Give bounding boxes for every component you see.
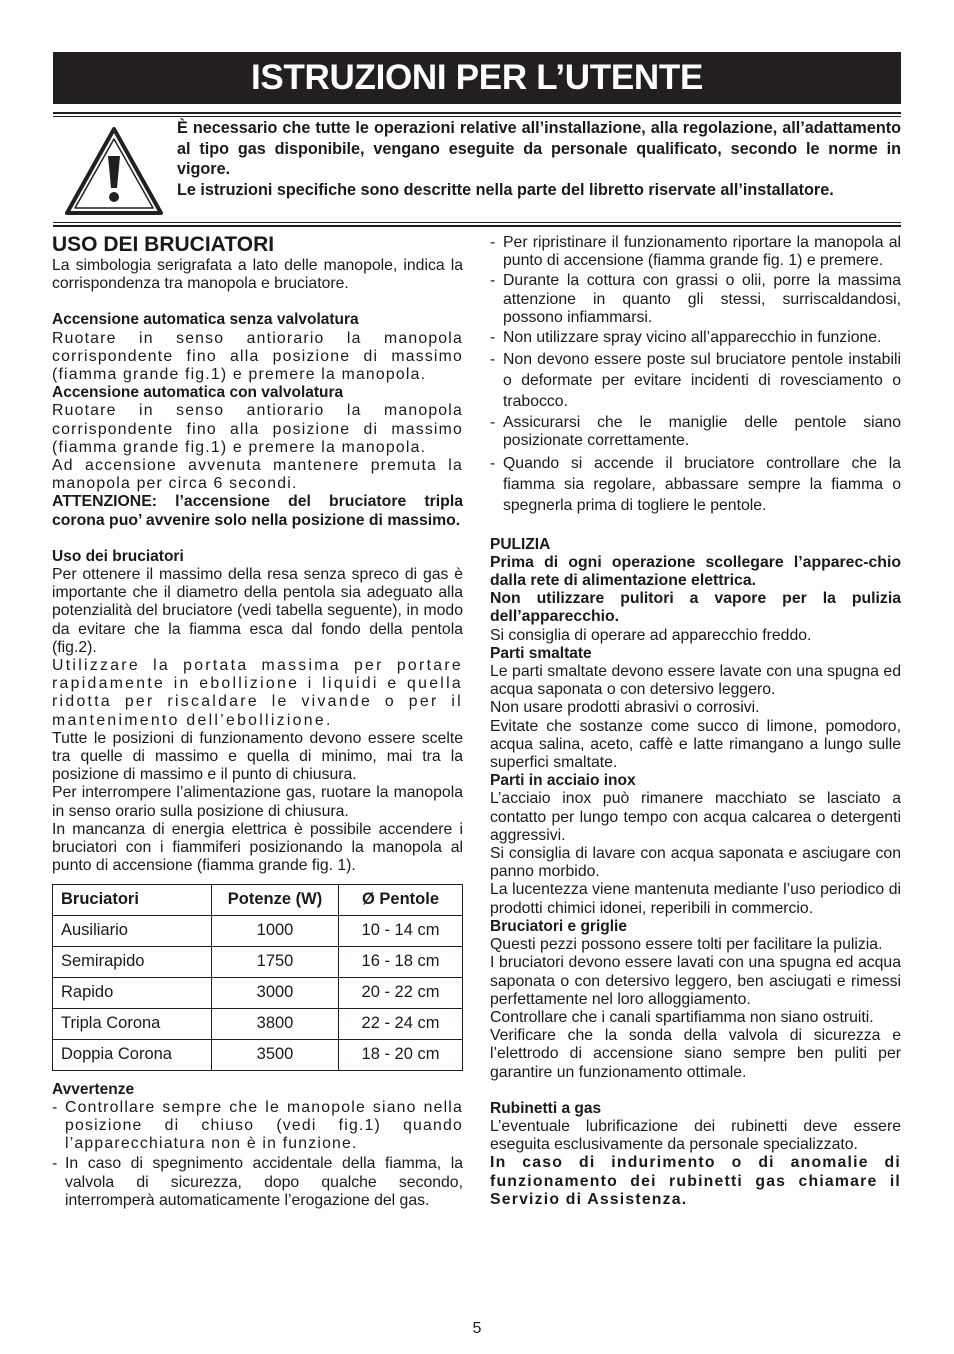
- table-cell: 18 - 20 cm: [339, 1039, 463, 1070]
- heading-pulizia: PULIZIA: [490, 535, 551, 553]
- inox-paragraph-2: Si consiglia di lavare con acqua saponata e asciugare con panno morbido.: [490, 845, 901, 881]
- table-row: [53, 977, 463, 1008]
- warning-triangle-icon: [64, 126, 164, 216]
- heading-rubinetti: Rubinetti a gas: [490, 1099, 602, 1117]
- section-title-uso-bruciatori: USO DEI BRUCIATORI: [52, 233, 275, 256]
- list-item: - Quando si accende il bruciatore controllare che la fiamma sia regolare, abbassare sempre la fiamma o spegnerla prima di togliere le pentole.: [490, 453, 901, 516]
- table-header-pentole: Ø Pentole: [339, 884, 463, 915]
- table-header-bruciatori: Bruciatori: [53, 884, 212, 915]
- paragraph-uso-5: In mancanza di energia elettrica è possibile accendere i bruciatori con i fiammiferi posizionando la manopola al punto di accensione (fiamma grande fig. 1).: [52, 820, 463, 875]
- heading-parti-smaltate: Parti smaltate: [490, 644, 592, 662]
- paragraph-uso-2: Utilizzare la portata massima per portare rapidamente in ebollizione i liquidi e quella ridotta per riscaldare le vivande o per il mantenimento dell’ebollizione.: [52, 657, 463, 729]
- page-title: ISTRUZIONI PER L’UTENTE: [53, 52, 901, 104]
- heading-bruciatori-griglie: Bruciatori e griglie: [490, 917, 627, 935]
- warning-paragraph-1: È necessario che tutte le operazioni relative all’installazione, alla regolazione, all’adattamento al tipo gas disponibile, vengano eseguite da personale qualificato, secondo le norme in vigore.: [177, 119, 901, 178]
- table-cell: Rapido: [53, 977, 212, 1008]
- heading-avvertenze: Avvertenze: [52, 1080, 135, 1098]
- list-item: - Durante la cottura con grassi o olii, porre la massima attenzione in quanto gli stessi, surriscaldandosi, possono infiammarsi.: [490, 272, 901, 327]
- griglie-paragraph-1: Questi pezzi possono essere tolti per facilitare la pulizia.: [490, 936, 883, 954]
- table-cell: Semirapido: [53, 946, 212, 977]
- paragraph-mantenere: Ad accensione avvenuta mantenere premuta la manopola per circa 6 secondi.: [52, 457, 463, 493]
- list-item: - Non utilizzare spray vicino all’apparecchio in funzione.: [490, 329, 901, 347]
- table-header-potenze: Potenze (W): [212, 884, 339, 915]
- table-cell: 20 - 22 cm: [339, 977, 463, 1008]
- list-item: - Controllare sempre che le manopole siano nella posizione di chiuso (vedi fig.1) quando l’apparecchiatura non è in funzione.: [52, 1099, 463, 1154]
- paragraph-uso-1: Per ottenere il massimo della resa senza spreco di gas è importante che il diametro della pentola sia adeguato alla potenzialità del bruciatore (vedi tabella seguente), in modo da evitare che la fiamma esca dal fondo della pentola (fig.2).: [52, 566, 463, 656]
- pulizia-bold-1: Prima di ogni operazione scollegare l’apparec-chio dalla rete di alimentazione elettrica.: [490, 553, 901, 590]
- table-cell: 10 - 14 cm: [339, 915, 463, 946]
- table-header-row: [53, 884, 463, 915]
- paragraph-uso-4: Per interrompere l’alimentazione gas, ruotare la manopola in senso orario sulla posizione di chiusura.: [52, 784, 463, 820]
- heading-parti-inox: Parti in acciaio inox: [490, 772, 636, 790]
- table-cell: 3000: [212, 977, 339, 1008]
- griglie-paragraph-2: I bruciatori devono essere lavati con una spugna ed acqua saponata o con detersivo leggero, ben asciugati e rimessi perfettamente nel loro alloggiamento.: [490, 954, 901, 1008]
- list-item: - Non devono essere poste sul bruciatore pentole instabili o deformate per evitare incidenti di rovesciamento o trabocco.: [490, 349, 901, 412]
- table-row: [53, 1039, 463, 1070]
- table-row: [53, 1008, 463, 1039]
- avvertenze-list-left: [52, 1099, 463, 1210]
- warning-paragraph-2: Le istruzioni specifiche sono descritte nella parte del libretto riservate all’installatore.: [177, 180, 834, 199]
- table-cell: 3800: [212, 1008, 339, 1039]
- page-number: 5: [472, 1320, 482, 1337]
- table-cell: 22 - 24 cm: [339, 1008, 463, 1039]
- inox-paragraph-1: L’acciaio inox può rimanere macchiato se lasciato a contatto per lungo tempo con acqua calcarea o detergenti aggressivi.: [490, 790, 901, 844]
- table-cell: 1750: [212, 946, 339, 977]
- burner-table: [52, 884, 463, 1071]
- avvertenze-list-right: [490, 234, 901, 516]
- pulizia-bold-2: Non utilizzare pulitori a vapore per la pulizia dell’apparecchio.: [490, 590, 901, 626]
- heading-uso-bruciatori: Uso dei bruciatori: [52, 547, 184, 565]
- griglie-paragraph-4: Verificare che la sonda della valvola di sicurezza e l’elettrodo di accensione siano sempre ben puliti per garantire un funzionamento ottimale.: [490, 1027, 901, 1081]
- attenzione-note: ATTENZIONE: l’accensione del bruciatore tripla corona puo’ avvenire solo nella posizione di massimo.: [52, 493, 463, 529]
- pulizia-paragraph: Si consiglia di operare ad apparecchio freddo.: [490, 626, 812, 644]
- smaltate-paragraph-2: Non usare prodotti abrasivi o corrosivi.: [490, 699, 760, 717]
- list-item: - Per ripristinare il funzionamento riportare la manopola al punto di accensione (fiamma grande fig. 1) e premere.: [490, 234, 901, 270]
- warning-rule-thick: [53, 225, 901, 227]
- right-column: [490, 234, 901, 1209]
- inox-paragraph-3: La lucentezza viene mantenuta mediante l’uso periodico di prodotti chimici idonei, reperibili in commercio.: [490, 881, 901, 917]
- rubinetti-paragraph-2: In caso di indurimento o di anomalie di funzionamento dei rubinetti gas chiamare il Servizio di Assistenza.: [490, 1154, 901, 1208]
- intro-paragraph: La simbologia serigrafata a lato delle manopole, indica la corrispondenza tra manopola e bruciatore.: [52, 257, 463, 293]
- smaltate-paragraph-1: Le parti smaltate devono essere lavate con una spugna ed acqua saponata o con detersivo leggero.: [490, 663, 901, 699]
- paragraph-accensione-con: Ruotare in senso antiorario la manopola corrispondente fino alla posizione di massimo (fiamma grande fig.1) e premere la manopola.: [52, 402, 463, 456]
- table-cell: Tripla Corona: [53, 1008, 212, 1039]
- warning-text: [177, 118, 901, 200]
- table-cell: Ausiliario: [53, 915, 212, 946]
- table-cell: Doppia Corona: [53, 1039, 212, 1070]
- warning-rule-thin: [53, 222, 901, 223]
- heading-accensione-con: Accensione automatica con valvolatura: [52, 384, 344, 402]
- table-cell: 1000: [212, 915, 339, 946]
- list-item: - In caso di spegnimento accidentale della fiamma, la valvola di sicurezza, dopo qualche secondo, interromperà automaticamente l’erogazione del gas.: [52, 1155, 463, 1210]
- left-column: [52, 232, 463, 1212]
- top-rule-thin: [53, 116, 901, 117]
- top-rule-thick: [53, 112, 901, 114]
- griglie-paragraph-3: Controllare che i canali spartifiamma non siano ostruiti.: [490, 1008, 874, 1026]
- paragraph-uso-3: Tutte le posizioni di funzionamento devono essere scelte tra quelle di massimo e quella di minimo, mai tra la posizione di massimo e il punto di chiusura.: [52, 729, 463, 784]
- rubinetti-paragraph-1: L’eventuale lubrificazione dei rubinetti deve essere eseguita esclusivamente da personale specializzato.: [490, 1117, 901, 1154]
- list-item: - Assicurarsi che le maniglie delle pentole siano posizionate correttamente.: [490, 414, 901, 450]
- table-row: [53, 915, 463, 946]
- heading-accensione-senza: Accensione automatica senza valvolatura: [52, 311, 359, 329]
- smaltate-paragraph-3: Evitate che sostanze come succo di limone, pomodoro, acqua salina, aceto, caffè e latte rimangano a lungo sulle superfici smaltate.: [490, 717, 901, 772]
- table-row: [53, 946, 463, 977]
- paragraph-accensione-senza: Ruotare in senso antiorario la manopola corrispondente fino alla posizione di massimo (fiamma grande fig.1) e premere la manopola.: [52, 329, 463, 384]
- table-cell: 3500: [212, 1039, 339, 1070]
- table-cell: 16 - 18 cm: [339, 946, 463, 977]
